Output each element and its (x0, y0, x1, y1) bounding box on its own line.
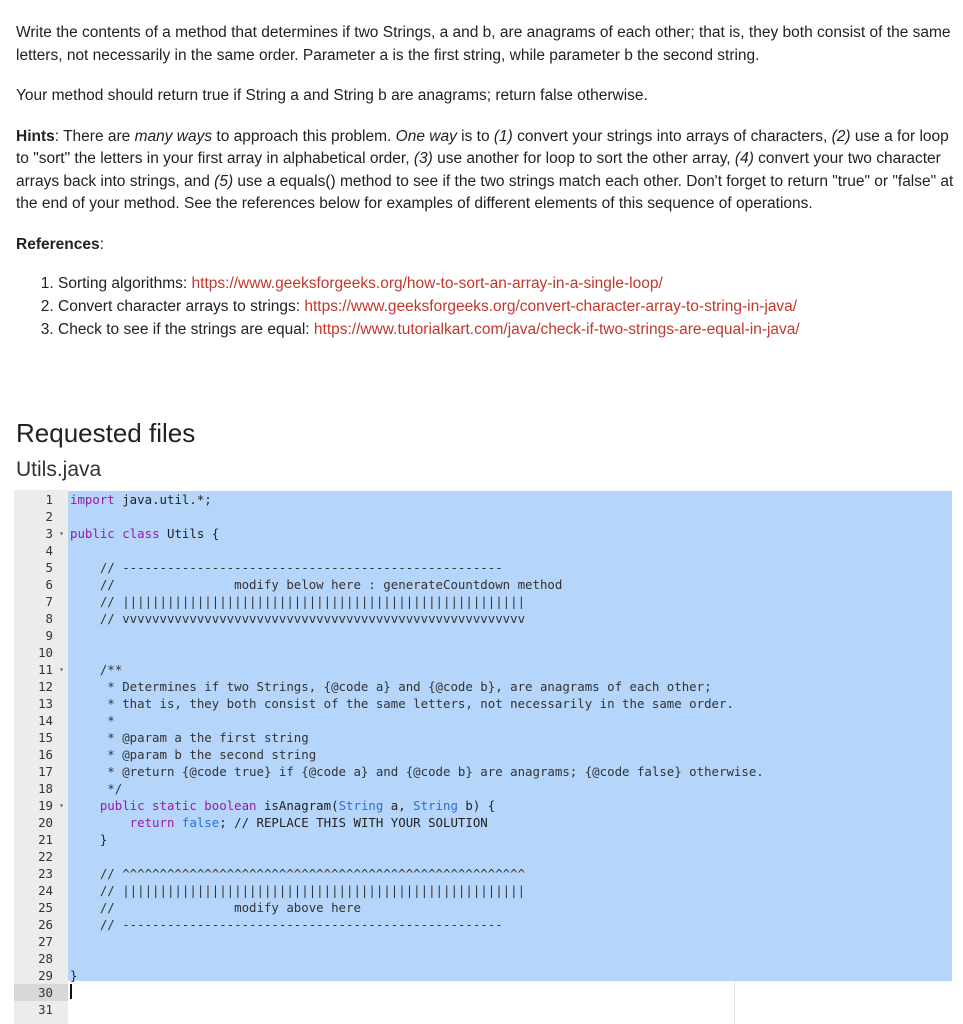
code-line: */ (70, 781, 123, 796)
line-number (14, 797, 68, 814)
code-editor[interactable] (14, 490, 952, 1024)
code-line: // vvvvvvvvvvvvvvvvvvvvvvvvvvvvvvvvvvvvvvvvvvvvvvvvvvvvvv (70, 611, 526, 626)
code-token: public (70, 526, 115, 541)
line-number-label: 13 (38, 696, 53, 711)
line-number-label: 29 (38, 968, 53, 983)
fold-toggle-icon[interactable]: ▾ (59, 529, 64, 538)
code-token: String (338, 798, 384, 813)
line-number (14, 508, 68, 525)
hints-text: : There are (54, 127, 135, 145)
line-number (14, 763, 68, 780)
line-number-label: 14 (38, 713, 53, 728)
line-number-label: 7 (45, 594, 53, 609)
code-token: public static boolean (70, 798, 257, 813)
code-line: // modify above here (70, 900, 361, 915)
line-number-label: 12 (38, 679, 53, 694)
fold-toggle-icon[interactable]: ▾ (59, 801, 64, 810)
references-label: References (16, 235, 100, 253)
code-token: String (413, 798, 458, 813)
hints-emphasis: (5) (214, 172, 234, 190)
hints-emphasis: (2) (831, 127, 851, 145)
code-line: * Determines if two Strings, {@code a} and {@code b}, are anagrams of each other; (70, 679, 712, 694)
line-number-label: 31 (38, 1002, 53, 1017)
line-number-label: 9 (45, 628, 53, 643)
hints-emphasis: many ways (134, 127, 213, 145)
line-number-label: 28 (38, 951, 53, 966)
code-area[interactable] (68, 490, 952, 1024)
code-line: // --------------------------------------------------- (70, 560, 503, 575)
line-number-label: 15 (38, 730, 53, 745)
description-paragraph-1: Write the contents of a method that determines if two Strings, a and b, are anagrams of each other; that is, they both consist of the same letters, not necessarily in the same order. Parameter a is the first string, while parameter b the second string. (16, 24, 951, 64)
line-number-label: 19 (38, 798, 53, 813)
hints-emphasis: (4) (734, 150, 754, 167)
line-number-gutter (14, 490, 68, 1024)
line-number-label: 3 (45, 526, 53, 541)
code-token: class (114, 526, 160, 541)
line-number-label: 2 (45, 509, 53, 524)
line-number (14, 967, 68, 984)
code-token: Utils { (159, 526, 220, 541)
code-line (70, 491, 212, 508)
code-line: * @param b the second string (70, 747, 317, 762)
code-line: // |||||||||||||||||||||||||||||||||||||||||||||||||||||| (70, 594, 526, 609)
line-number-label: 10 (38, 645, 53, 660)
line-number-label: 21 (38, 832, 53, 847)
code-token: isAnagram( (256, 798, 339, 813)
line-number-label: 1 (45, 492, 53, 507)
code-line: * that is, they both consist of the same letters, not necessarily in the same order. (70, 696, 734, 711)
hints-emphasis: (3) (413, 150, 433, 167)
hints-emphasis: (1) (493, 127, 513, 145)
line-number-label: 30 (38, 985, 53, 1000)
code-line: // ^^^^^^^^^^^^^^^^^^^^^^^^^^^^^^^^^^^^^^^^^^^^^^^^^^^^^^ (70, 866, 526, 881)
line-number-label: 26 (38, 917, 53, 932)
line-number (14, 882, 68, 899)
line-number-label: 27 (38, 934, 53, 949)
hints-text: use another for loop to sort the other array, (432, 150, 735, 167)
line-number (14, 746, 68, 763)
line-number (14, 695, 68, 712)
line-number (14, 661, 68, 678)
reference-link[interactable]: https://www.geeksforgeeks.org/how-to-sort-an-array-in-a-single-loop/ (191, 275, 663, 292)
hints-text: is to (456, 127, 494, 145)
line-number-label: 25 (38, 900, 53, 915)
reference-link[interactable]: https://www.geeksforgeeks.org/convert-character-array-to-string-in-java/ (304, 298, 798, 315)
hints-text: use a for loop to "sort" the letters in your first array in alphabetical order, (16, 127, 949, 167)
hints-paragraph (16, 126, 956, 216)
line-number (14, 984, 68, 1001)
reference-link[interactable]: https://www.tutorialkart.com/java/check-if-two-strings-are-equal-in-java/ (313, 321, 800, 338)
hints-text: convert your two character arrays back into strings, and (16, 150, 941, 190)
line-number (14, 559, 68, 576)
line-number (14, 865, 68, 882)
code-token: return (70, 815, 175, 830)
line-number (14, 916, 68, 933)
line-number-label: 4 (45, 543, 53, 558)
references-list (16, 272, 956, 341)
reference-item (58, 318, 956, 341)
line-number (14, 678, 68, 695)
line-number (14, 950, 68, 967)
line-number-label: 22 (38, 849, 53, 864)
code-line: // modify below here : generateCountdown method (70, 577, 563, 592)
line-number (14, 542, 68, 559)
line-number-label: 20 (38, 815, 53, 830)
line-number-label: 16 (38, 747, 53, 762)
line-number (14, 780, 68, 797)
line-number-label: 24 (38, 883, 53, 898)
line-number (14, 576, 68, 593)
code-line: * @param a the first string (70, 730, 309, 745)
code-token: a, (383, 798, 414, 813)
code-token: ; // REPLACE THIS WITH YOUR SOLUTION (219, 815, 488, 830)
references-colon: : (99, 235, 104, 253)
code-token: b) { (457, 798, 496, 813)
line-number-label: 18 (38, 781, 53, 796)
reference-label: Sorting algorithms: (58, 275, 192, 292)
line-number-label: 11 (38, 662, 53, 677)
code-line (70, 814, 488, 831)
code-line (70, 525, 219, 542)
line-number-label: 23 (38, 866, 53, 881)
hints-label: Hints (16, 127, 55, 145)
code-line: } (70, 968, 78, 983)
code-line: * (70, 713, 115, 728)
description-paragraph-2: Your method should return true if String a and String b are anagrams; return false otherwise. (16, 87, 648, 104)
hints-text: use a equals() method to see if the two strings match each other. Don't forget to return "true" or "false" at the end of your method. See the references below for examples of different elements of this sequence of operations. (16, 172, 954, 212)
line-number-label: 8 (45, 611, 53, 626)
line-number (14, 610, 68, 627)
fold-toggle-icon[interactable]: ▾ (59, 665, 64, 674)
line-number (14, 831, 68, 848)
line-number (14, 491, 68, 508)
code-line: /** (70, 662, 123, 677)
hints-text: to approach this problem. (212, 127, 396, 145)
code-token: import (70, 492, 115, 507)
line-number (14, 814, 68, 831)
text-cursor (70, 984, 72, 999)
line-number (14, 712, 68, 729)
code-line: * @return {@code true} if {@code a} and {@code b} are anagrams; {@code false} otherwise. (70, 764, 764, 779)
reference-label: Check to see if the strings are equal: (58, 321, 314, 338)
code-line: // --------------------------------------------------- (70, 917, 503, 932)
code-line: } (70, 832, 108, 847)
line-number-label: 5 (45, 560, 53, 575)
line-number (14, 933, 68, 950)
reference-item (58, 272, 956, 295)
line-number (14, 644, 68, 661)
file-name: Utils.java (16, 458, 102, 481)
line-number (14, 848, 68, 865)
line-number (14, 593, 68, 610)
requested-files-title: Requested files (16, 418, 196, 448)
line-number (14, 899, 68, 916)
code-line: // |||||||||||||||||||||||||||||||||||||||||||||||||||||| (70, 883, 526, 898)
line-number (14, 627, 68, 644)
code-token: false (174, 815, 220, 830)
print-margin (734, 981, 735, 1024)
code-line (70, 797, 495, 814)
reference-label: Convert character arrays to strings: (58, 298, 305, 315)
line-number-label: 17 (38, 764, 53, 779)
line-number (14, 525, 68, 542)
line-number-label: 6 (45, 577, 53, 592)
hints-text: convert your strings into arrays of characters, (512, 127, 832, 145)
code-token: java.util.*; (114, 492, 212, 507)
references-heading (16, 234, 956, 257)
reference-item (58, 295, 956, 318)
hints-emphasis: One way (395, 127, 457, 145)
line-number (14, 729, 68, 746)
line-number (14, 1001, 68, 1018)
problem-description (16, 22, 956, 341)
